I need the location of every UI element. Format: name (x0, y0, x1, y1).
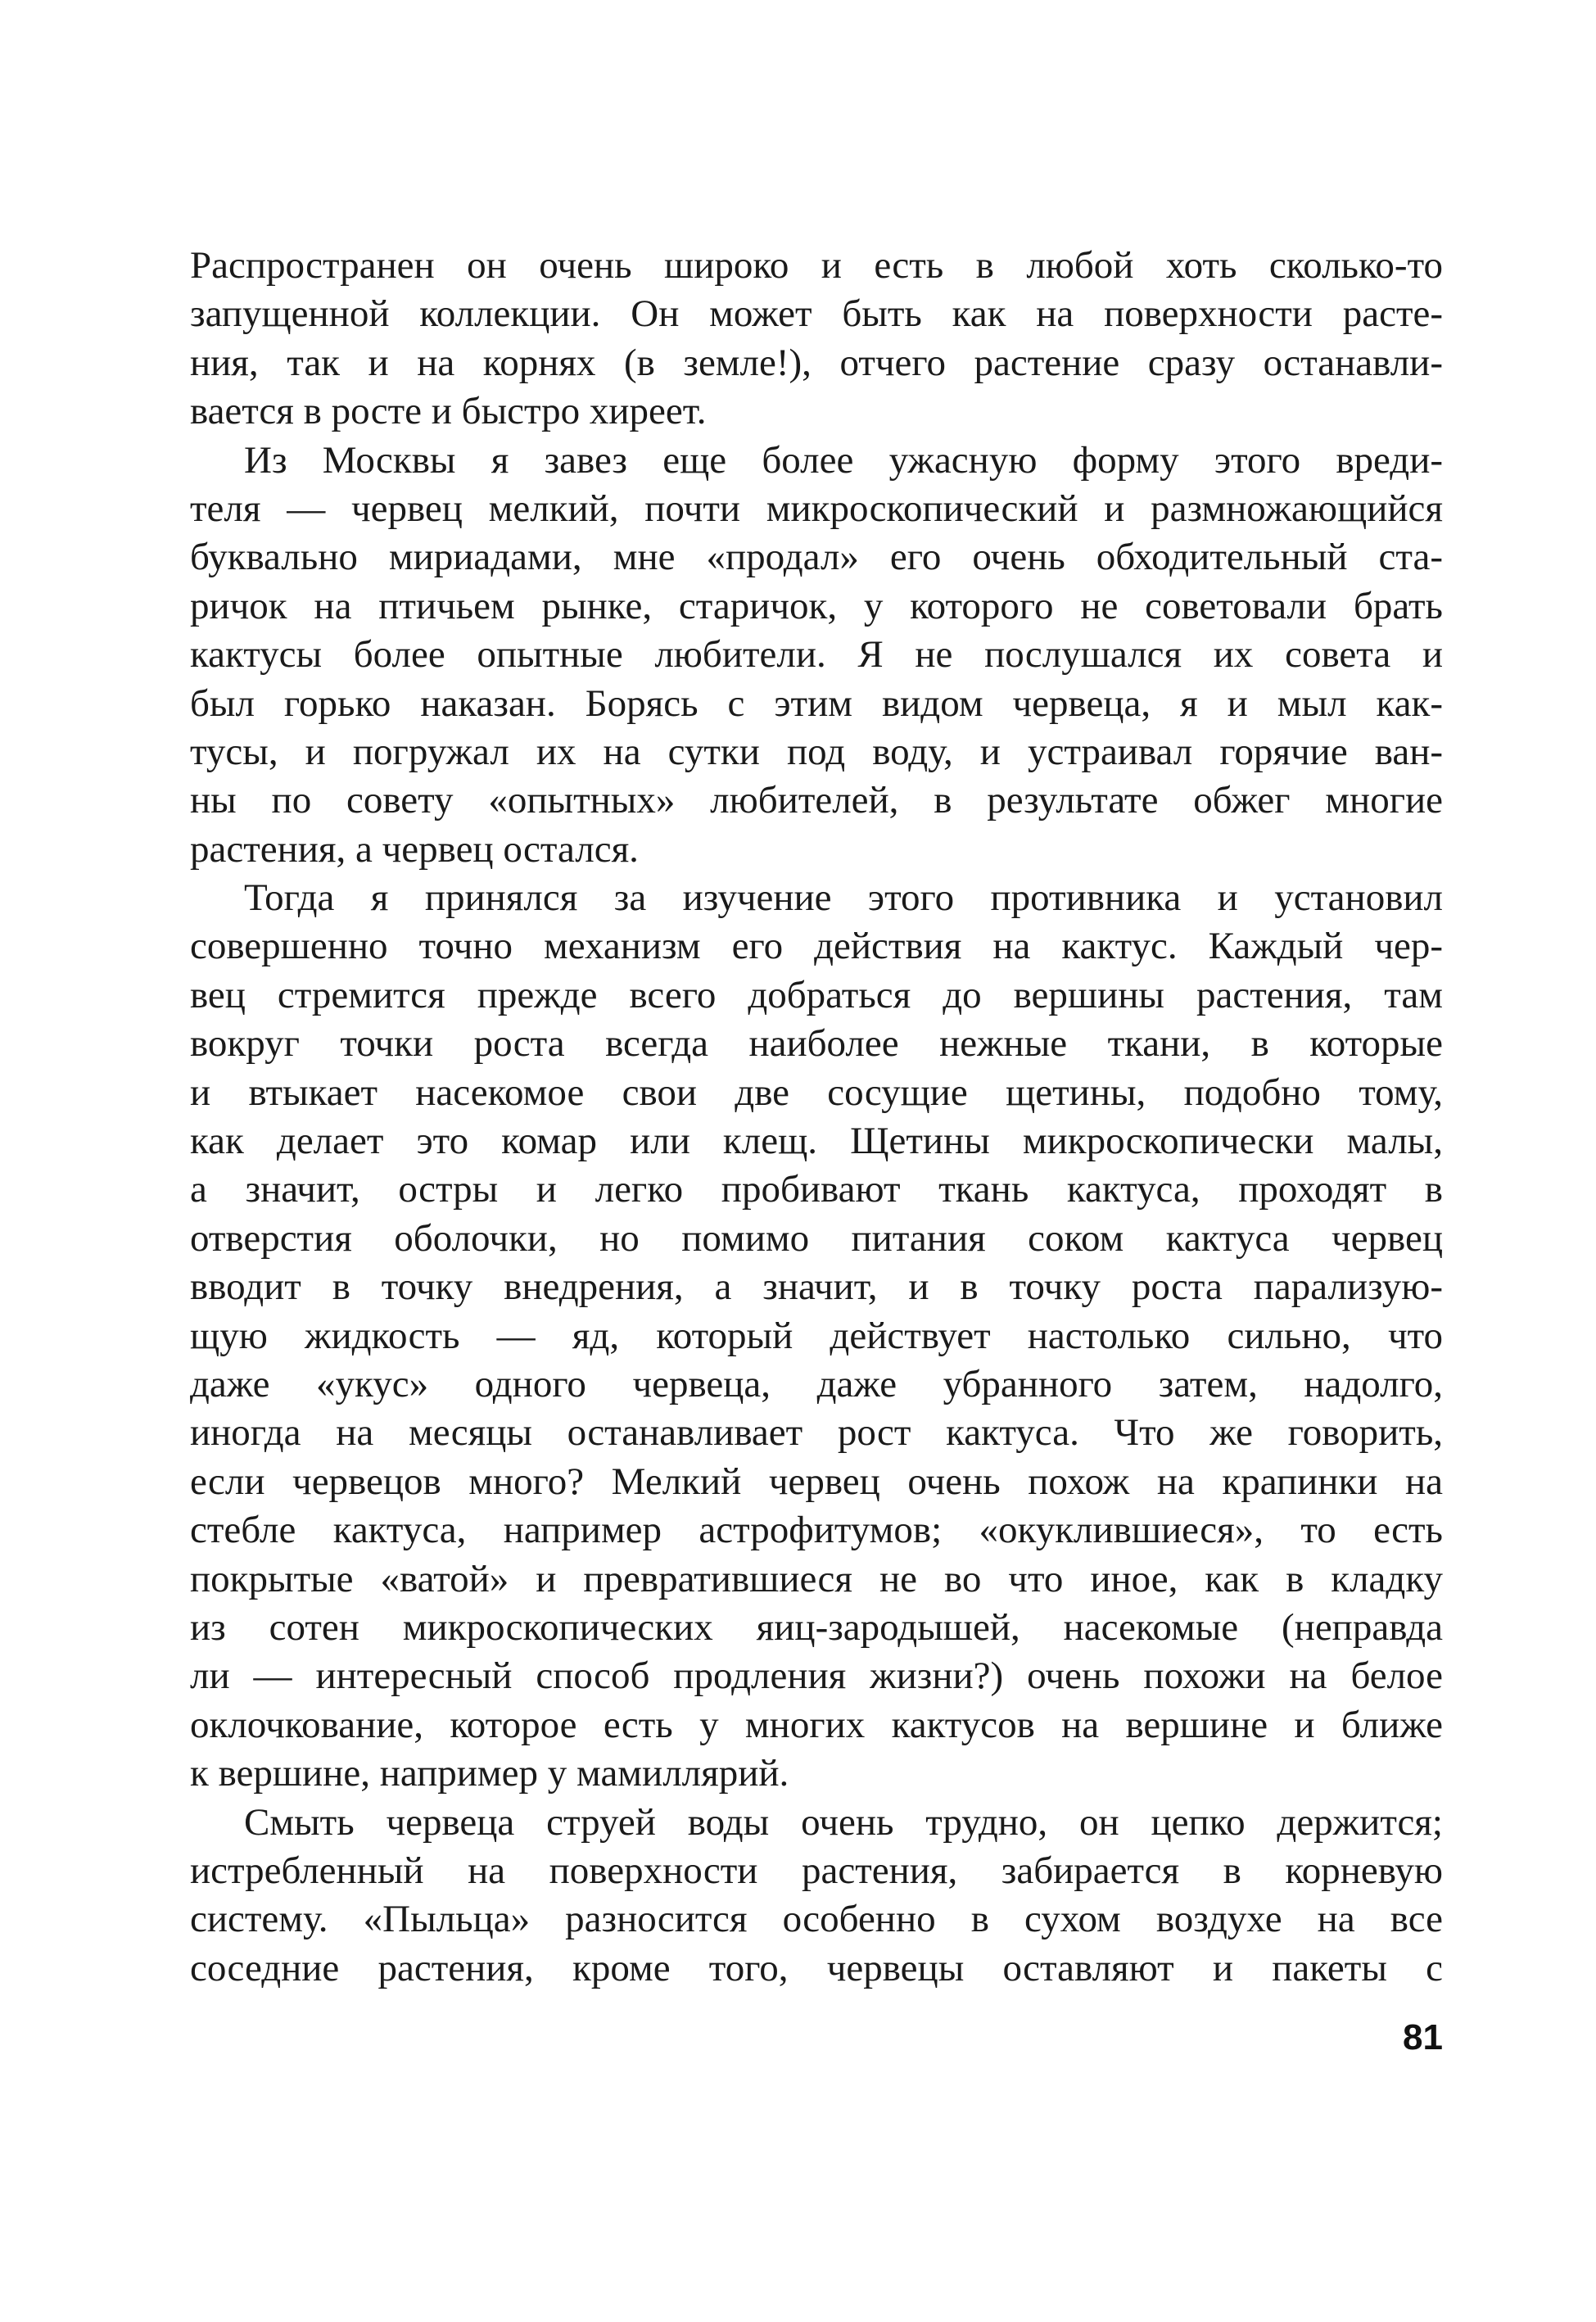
text-line: как делает это комар или клещ. Щетины микроскопически малы, (190, 1120, 1443, 1163)
text-line: покрытые «ватой» и превратившиеся не во что иное, как в кладку (190, 1557, 1443, 1600)
page-number: 81 (1403, 2017, 1443, 2057)
text-line: теля — червец мелкий, почти микроскопический и размножающийся (190, 487, 1443, 530)
text-line: истребленный на поверхности растения, забирается в корневую (190, 1849, 1443, 1892)
text-line: вец стремится прежде всего добраться до вершины растения, там (190, 973, 1443, 1016)
text-line: был горько наказан. Борясь с этим видом червеца, я и мыл как- (190, 681, 1443, 725)
text-line: щую жидкость — яд, который действует настолько сильно, что (190, 1314, 1443, 1357)
text-line: а значит, остры и легко пробивают ткань кактуса, проходят в (190, 1168, 1443, 1211)
text-line: вается в росте и быстро хиреет. (190, 390, 707, 433)
text-line: ли — интересный способ продления жизни?) очень похожи на белое (190, 1654, 1443, 1698)
text-line: даже «укус» одного червеца, даже убранного затем, надолго, (190, 1362, 1443, 1405)
text-line: Распространен он очень широко и есть в любой хоть сколько-то (190, 244, 1443, 287)
text-line: ния, так и на корнях (в земле!), отчего растение сразу останавли- (190, 341, 1443, 384)
text-line: иногда на месяцы останавливает рост кактуса. Что же говорить, (190, 1411, 1443, 1455)
paragraph-first-line: Смыть червеца струей воды очень трудно, он цепко держится; (244, 1800, 1443, 1844)
text-line: ричок на птичьем рынке, старичок, у которого не советовали брать (190, 584, 1443, 627)
text-line: из сотен микроскопических яиц-зародышей, насекомые (неправда (190, 1605, 1443, 1649)
text-line: кактусы более опытные любители. Я не послушался их совета и (190, 633, 1443, 677)
text-line: соседние растения, кроме того, червецы оставляют и пакеты с (190, 1946, 1443, 1989)
text-line: совершенно точно механизм его действия на кактус. Каждый чер- (190, 925, 1443, 968)
text-line: вводит в точку внедрения, а значит, и в точку роста парализую- (190, 1265, 1443, 1309)
text-line: ны по совету «опытных» любителей, в результате обжег многие (190, 779, 1443, 822)
text-line: и втыкает насекомое свои две сосущие щетины, подобно тому, (190, 1070, 1443, 1114)
text-line: систему. «Пыльца» разносится особенно в сухом воздухе на все (190, 1898, 1443, 1941)
text-line: отверстия оболочки, но помимо питания соком кактуса червец (190, 1216, 1443, 1260)
text-line: вокруг точки роста всегда наиболее нежные ткани, в которые (190, 1022, 1443, 1066)
paragraph-first-line: Тогда я принялся за изучение этого противника и установил (244, 876, 1443, 920)
text-line: растения, а червец остался. (190, 827, 639, 871)
text-line: оклочкование, которое есть у многих кактусов на вершине и ближе (190, 1703, 1443, 1746)
text-line: тусы, и погружал их на сутки под воду, и устраивал горячие ван- (190, 730, 1443, 773)
text-line: запущенной коллекции. Он может быть как на поверхности расте- (190, 292, 1443, 336)
body-text (190, 242, 1443, 1993)
text-line: буквально мириадами, мне «продал» его очень обходительный ста- (190, 536, 1443, 579)
text-line: стебле кактуса, например астрофитумов; «окуклившиеся», то есть (190, 1509, 1443, 1552)
text-line: к вершине, например у мамиллярий. (190, 1752, 789, 1795)
text-line: если червецов много? Мелкий червец очень похож на крапинки на (190, 1460, 1443, 1503)
paragraph-first-line: Из Москвы я завез еще более ужасную форму этого вреди- (244, 438, 1443, 482)
